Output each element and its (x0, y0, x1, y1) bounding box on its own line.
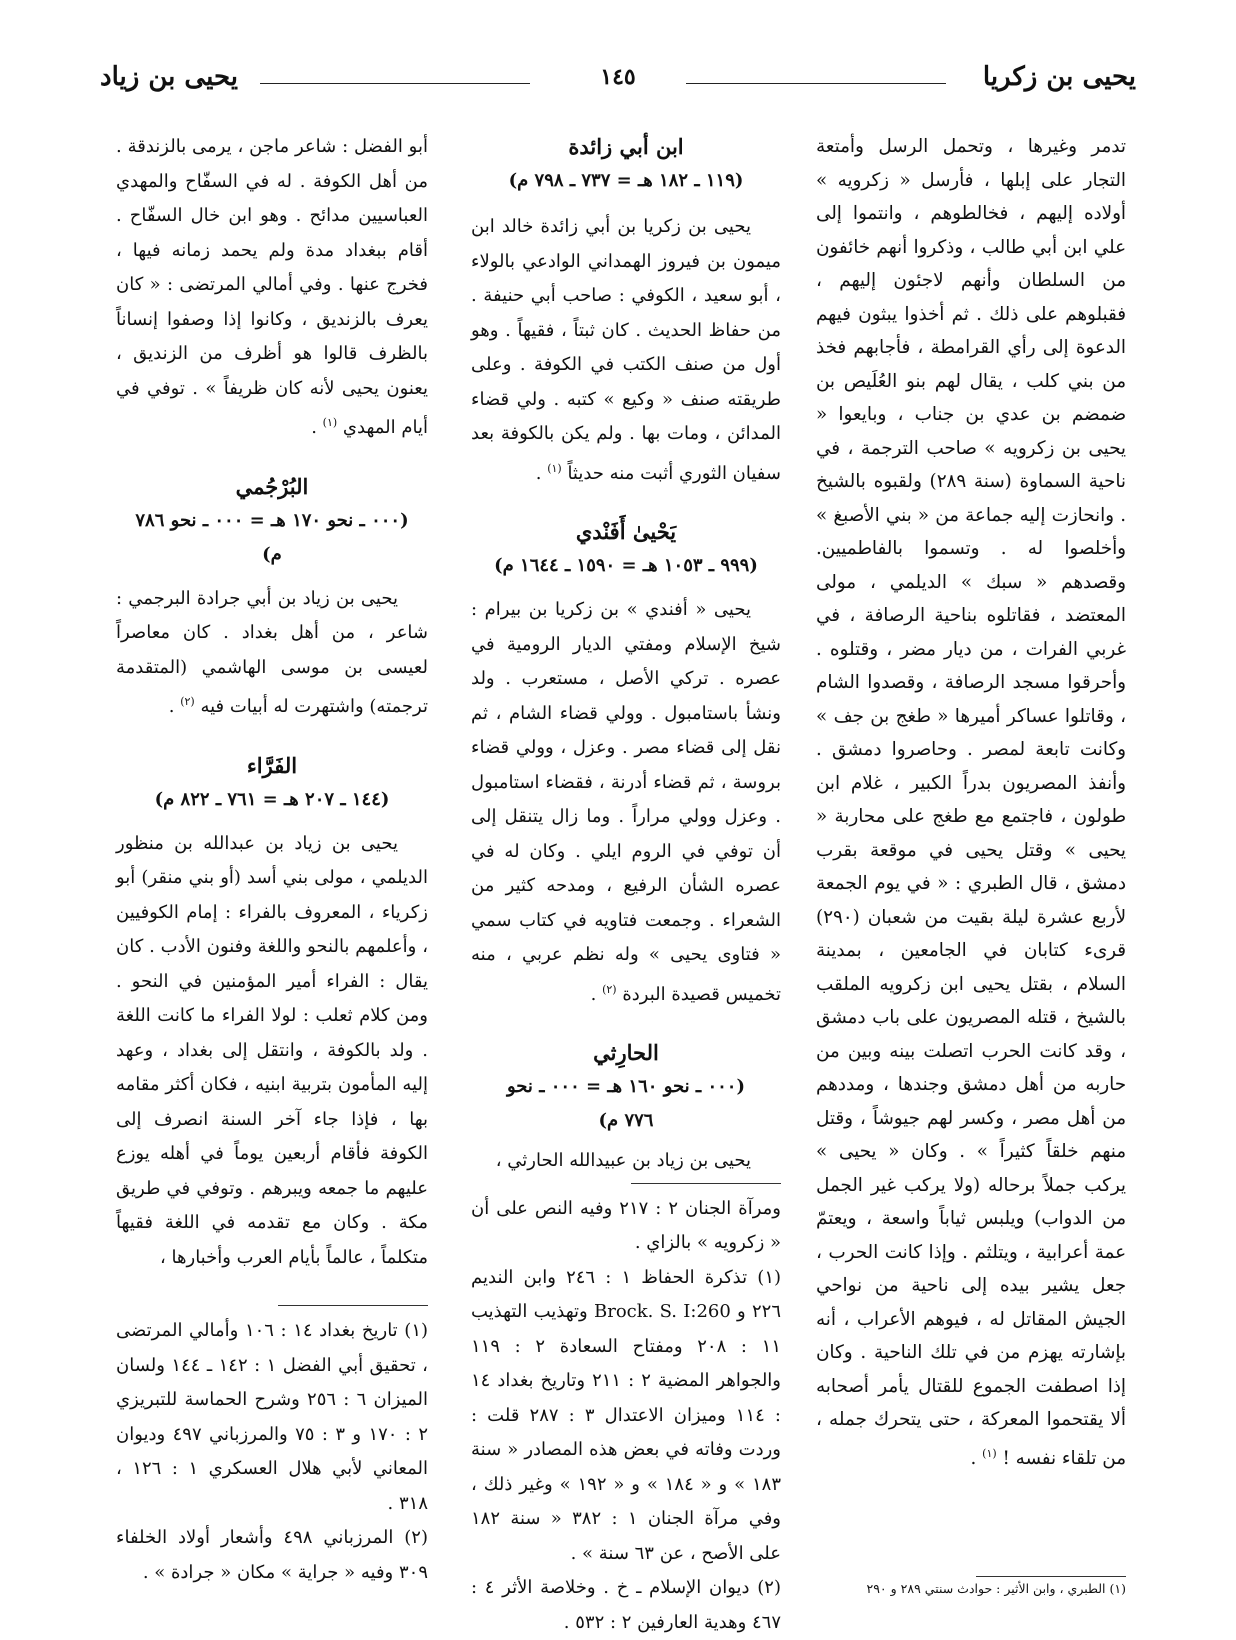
footnote-ref: (٢) (180, 695, 195, 708)
entry-heading: الحارِثي (593, 1040, 659, 1065)
footnote-1: (١) تاريخ بغداد ١٤ : ١٠٦ وأمالي المرتضى ، تحقيق أبي الفضل ١ : ١٤٢ ـ ١٤٤ ولسان الميزان ٦ : ٢٥٦ وشرح الحماسة للتبريزي ٢ : ١٧٠ و ٣ : ٧٥ والمرزباني ٤٩٧ وديوان المعاني لأبي هلال العسكري ١ : ١٢٦ ، ٣١٨ . (116, 1320, 429, 1514)
entry-heading: يَحْيىٰ أَفَنْدي (575, 519, 677, 544)
entry-text: يحيى « أفندي » بن زكريا بن بيرام : شيخ الإسلام ومفتي الديار الرومية في عصره . تركي الأصل ، مستعرب . ولد ونشأ باستامبول . وولي قضاء الشام ، ثم نقل إلى قضاء مصر . وعزل ، وولي قضاء بروسة ، ثم قضاء أدرنة ، فقضاء استامبول . وعزل وولي مراراً . وما زال يتنقل إلى أن توفي في الروم ايلي . وكان له في عصره الشأن الرفيع ، ومدحه كثير من الشعراء . وجمعت فتاويه في كتاب سمي « فتاوى يحيى » وله نظم عربي ، منه تخميس قصيدة البردة $^{(٢)}$ . (471, 599, 781, 1005)
column-right (816, 130, 1126, 1475)
column-middle (471, 130, 781, 1640)
footnote-1: (١) تذكرة الحفاظ ١ : ٢٤٦ وابن النديم ٢٢٦ و Brock. S. I:260 وتهذيب التهذيب ١١ : ٢٠٨ ومفتاح السعادة ٢ : ١١٩ والجواهر المضية ٢ : ٢١١ وتاريخ بغداد ١٤ : ١١٤ وميزان الاعتدال ٣ : ٢٨٧ قلت : وردت وفاته في بعض هذه المصادر « سنة ١٨٣ » و « ١٨٤ » و « ١٩٢ » وغير ذلك ، وفي مرآة الجنان ١ : ٣٨٢ « سنة ١٨٢ على الأصح ، عن ٦٣ سنة » . (471, 1266, 782, 1564)
header-rule-left (260, 83, 530, 84)
entry-text: يحيى بن زياد بن عبدالله بن منظور الديلمي ، مولى بني أسد (أو بني منقر) أبو زكرياء ، المعروف بالفراء : إمام الكوفيين ، وأعلمهم بالنحو واللغة وفنون الأدب . كان يقال : الفراء أمير المؤمنين في النحو . ومن كلام ثعلب : لولا الفراء ما كانت اللغة . ولد بالكوفة ، وانتقل إلى بغداد ، وعهد إليه المأمون بتربية ابنيه ، فكان أكثر مقامه بها ، فإذا جاء آخر السنة انصرف إلى الكوفة فأقام أربعين يوماً في أهله يوزع عليهم ما جمعه ويبرهم . وتوفي في طريق مكة . وكان مع تقدمه في اللغة فقيهاً متكلماً ، عالماً بأيام العرب وأخبارها ، (116, 832, 428, 1268)
entry-text: يحيى بن زياد بن عبيدالله الحارثي ، (495, 1150, 751, 1171)
entry-text: يحيى بن زكريا بن أبي زائدة خالد ابن ميمون بن فيروز الهمداني الوادعي بالولاء ، أبو سعيد ، الكوفي : صاحب أبي حنيفة . من حفاظ الحديث . كان ثبتاً ، فقيهاً . وهو أول من صنف الكتب في الكوفة . وعلى طريقته صنف « وكيع » كتبه . ولي قضاء المدائن ، ومات بها . ولم يكن بالكوفة بعد سفيان الثوري أثبت منه حديثاً $^{(١)}$ . (471, 216, 781, 484)
entry-text: يحيى بن زياد بن أبي جرادة البرجمي : شاعر ، من أهل بغداد . كان معاصراً لعيسى بن موسى الهاشمي (المتقدمة ترجمته) واشتهرت له أبيات فيه $^{(٢)}$ . (116, 587, 428, 717)
footnote-divider (631, 1183, 781, 1184)
footnote-ref: (١) (982, 1446, 997, 1460)
footnote-ref: (٢) (602, 982, 617, 996)
footnote-1: (١) الطبري ، وابن الأثير : حوادث سنتي ٢٨٩ و ٢٩٠ (866, 1581, 1126, 1596)
footnote-continued: ومرآة الجنان ٢ : ٢١٧ وفيه النص على أن « زكرويه » بالزاي . (471, 1197, 781, 1253)
entry-continuation-text: تدمر وغيرها ، وتحمل الرسل وأمتعة التجار على إبلها ، فأرسل « زكرويه » أولاده إليهم ، فخالطوهم ، وانتموا إلى علي ابن أبي طالب ، وذكروا أنهم خائفون من السلطان وأنهم لاجئون إليهم ، فقبلوهم على ذلك . ثم أخذوا يبثون فيهم الدعوة إلى رأي القرامطة ، فأجابهم فخذ من بني كلب ، يقال لهم بنو العُلَيص بن ضمضم بن عدي بن جناب ، وبايعوا « يحيى بن زكرويه » صاحب الترجمة ، في ناحية السماوة (سنة ٢٨٩) ولقبوه بالشيخ . وانحازت إليه جماعة من « بني الأصبغ » وأخلصوا له . وتسموا بالفاطميين. وقصدهم « سبك » الديلمي ، مولى المعتضد ، فقاتلوه بناحية الرصافة ، في غربي الفرات ، من ديار مضر ، وقتلوه . وأحرقوا مسجد الرصافة ، وقصدوا الشام ، وقاتلوا عساكر أميرها « طغج بن جف » وكانت تابعة لمصر . وحاصروا دمشق . وأنفذ المصريون بدراً الكبير ، غلام ابن طولون ، فاجتمع مع طغج على محاربة « يحيى » وقتل يحيى في موقعة بقرب دمشق ، قال الطبري : « في يوم الجمعة لأربع عشرة ليلة بقيت من شعبان (٢٩٠) قرىء كتابان في الجامعين ، بمدينة السلام ، بقتل يحيى ابن زكرويه الملقب بالشيخ ، قتله المصريون على باب دمشق ، وقد كانت الحرب اتصلت بينه وبين من حاربه من أهل دمشق وجندها ، ومددهم من أهل مصر ، وكسر لهم جيوشاً ، وقتل منهم خلقاً كثيراً » . وكان « يحيى » يركب جملاً برحاله (ولا يركب غير الجمل من الدواب) ويلبس ثياباً واسعة ، ويعتمّ عمة أعرابية ، ويتلثم . وإذا كانت الحرب ، جعل يشير بيده إلى ناحية من نواحي الجيش المقاتل له ، فيوهم الأعراب ، أنه بإشارته يهزم من في تلك الناحية . وكان إذا اصطفت الجموع للقتال يأمر أصحابه ألا يقتحموا المعركة ، حتى يتحرك جمله ، من تلقاء نفسه ! $^{(١)}$ . (816, 136, 1127, 1469)
running-header (100, 62, 1136, 102)
column-left (116, 130, 428, 1590)
header-right-title: يحيى بن زكريا (982, 62, 1136, 92)
entry-heading: الفَرَّاء (246, 752, 298, 778)
footnote-ref: (١) (322, 416, 338, 429)
entry-dates: (٠٠٠ ـ نحو ١٧٠ هـ = ٠٠٠ ـ نحو ٧٨٦ م) (135, 509, 409, 565)
page-number: ١٤٥ (590, 64, 645, 90)
entry-continuation-text: أبو الفضل : شاعر ماجن ، يرمى بالزندقة . من أهل الكوفة . له في السفّاح والمهدي العباسيين مدائح . وهو ابن خال السفّاح . أقام ببغداد مدة ولم يحمد زمانه فيها ، فخرج عنها . وفي أمالي المرتضى : « كان يعرف بالزنديق ، وكانوا إذا وصفوا إنساناً بالظرف قالوا هو أظرف من الزنديق ، يعنون يحيى لأنه كان ظريفاً » . توفي في أيام المهدي $^{(١)}$ . (116, 136, 428, 438)
entry-dates: (١١٩ ـ ١٨٢ هـ = ٧٣٧ ـ ٧٩٨ م) (508, 170, 744, 191)
footnote-ref: (١) (547, 461, 562, 475)
entry-dates: (٩٩٩ ـ ١٠٥٣ هـ = ١٥٩٠ ـ ١٦٤٤ م) (494, 555, 758, 576)
entry-heading: ابن أبي زائدة (568, 134, 684, 159)
header-left-title: يحيى بن زياد (100, 62, 238, 92)
footnote-2: (٢) ديوان الإسلام ـ خ . وخلاصة الأثر ٤ : ٤٦٧ وهدية العارفين ٢ : ٥٣٢ . (471, 1577, 781, 1633)
header-rule-right (686, 83, 946, 84)
entry-dates: (١٤٤ ـ ٢٠٧ هـ = ٧٦١ ـ ٨٢٢ م) (154, 788, 390, 810)
entry-heading: البُرْجُمي (235, 473, 309, 499)
footnote-divider (976, 1576, 1126, 1577)
footnote-divider (278, 1305, 428, 1306)
footnotes-right (816, 1576, 1126, 1602)
entry-dates: (٠٠٠ ـ نحو ١٦٠ هـ = ٠٠٠ ـ نحو ٧٧٦ م) (507, 1076, 745, 1131)
footnote-2: (٢) المرزباني ٤٩٨ وأشعار أولاد الخلفاء ٣٠٩ وفيه « جراية » مكان « جرادة » . (116, 1527, 428, 1583)
